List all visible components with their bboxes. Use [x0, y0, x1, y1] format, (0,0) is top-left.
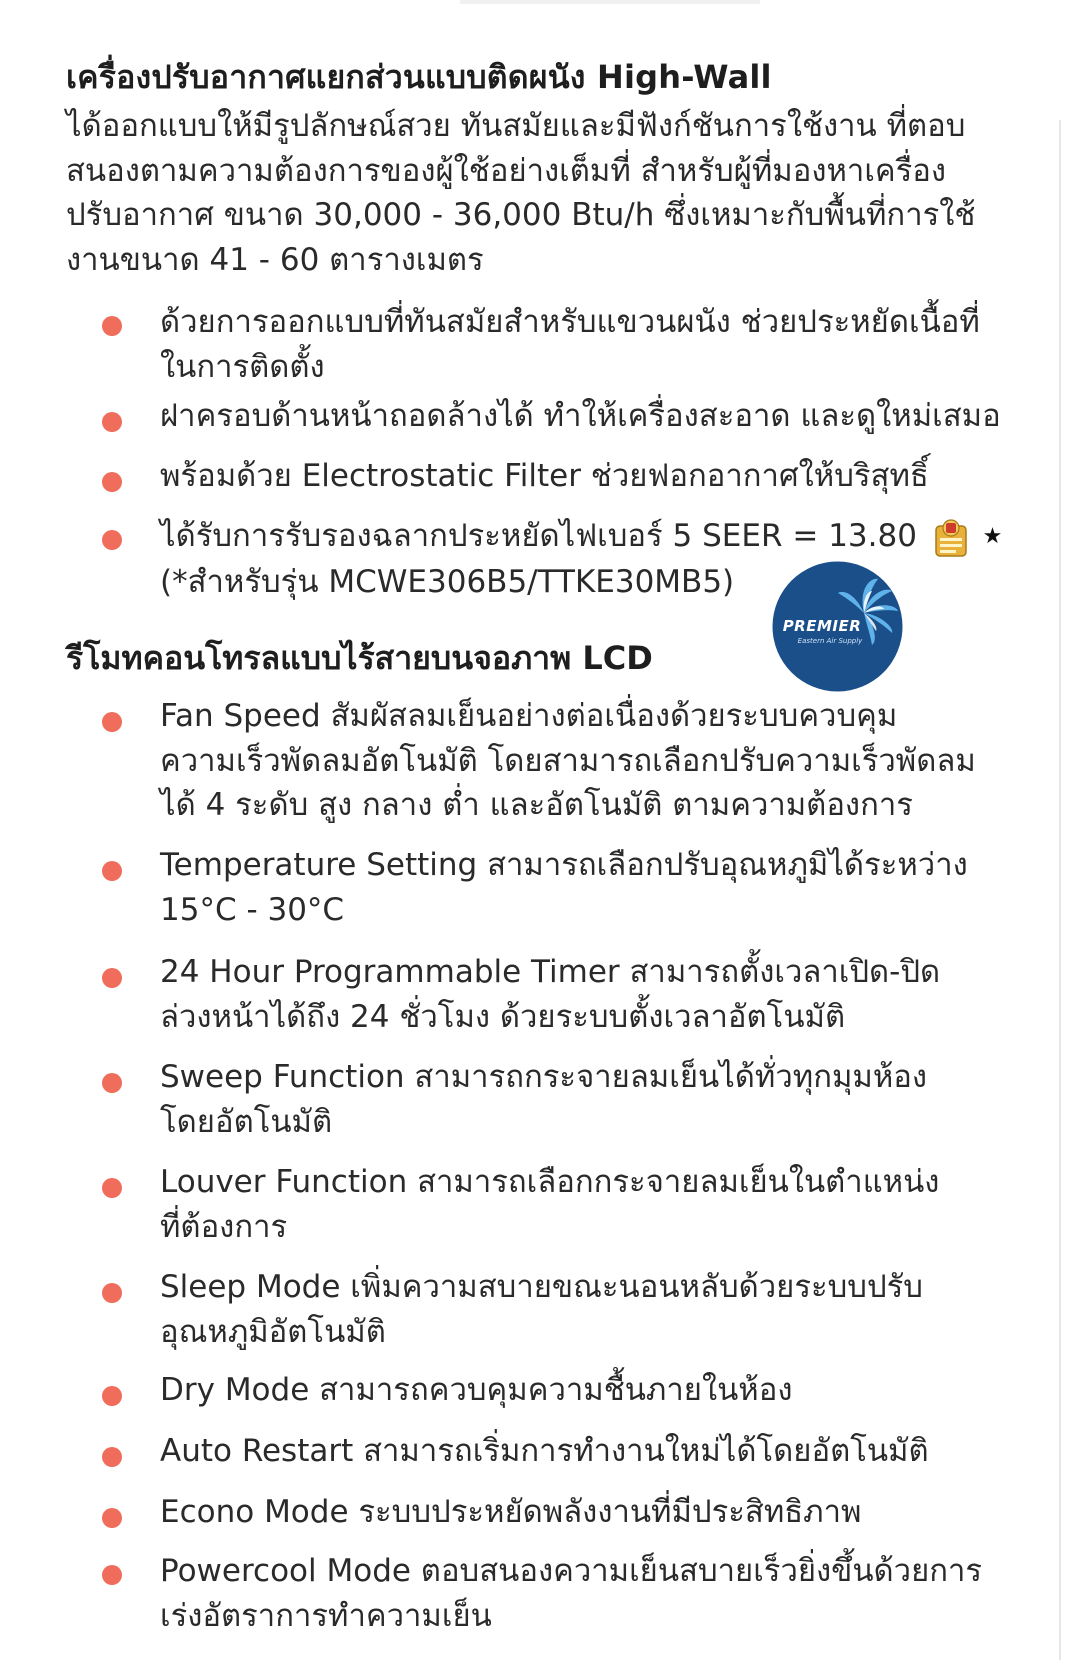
feature-line: ในการติดตั้ง	[160, 348, 325, 385]
bullet-dot	[102, 472, 122, 492]
remote-feature-line: Dry Mode สามารถควบคุมความชื้นภายในห้อง	[160, 1372, 793, 1408]
remote-feature-line: Powercool Mode ตอบสนองความเย็นสบายเร็วยิ่งขึ้นด้วยการ	[160, 1553, 983, 1589]
intro-line: งานขนาด 41 - 60 ตารางเมตร	[66, 241, 484, 278]
remote-feature-line: อุณหภูมิอัตโนมัติ	[160, 1313, 386, 1350]
feature-line: (*สำหรับรุ่น MCWE306B5/TTKE30MB5)	[160, 563, 735, 600]
bullet-dot	[102, 316, 122, 336]
remote-feature-line: ล่วงหน้าได้ถึง 24 ชั่วโมง ด้วยระบบตั้งเวลาอัตโนมัติ	[160, 998, 846, 1035]
remote-feature-line: Econo Mode ระบบประหยัดพลังงานที่มีประสิทธิภาพ	[160, 1494, 862, 1530]
logo-tagline: Eastern Air Supply	[797, 637, 863, 645]
remote-feature-line: Sleep Mode เพิ่มความสบายขณะนอนหลับด้วยระบบปรับ	[160, 1269, 923, 1305]
bullet-dot	[102, 1508, 122, 1528]
premier-logo	[772, 561, 903, 692]
top-divider	[460, 0, 760, 4]
remote-feature-line: เร่งอัตราการทำความเย็น	[160, 1597, 492, 1634]
intro-line: ได้ออกแบบให้มีรูปลักษณ์สวย ทันสมัยและมีฟังก์ชันการใช้งาน ที่ตอบ	[66, 108, 966, 144]
bullet-dot	[102, 530, 122, 550]
intro-line: ปรับอากาศ ขนาด 30,000 - 36,000 Btu/h ซึ่งเหมาะกับพื้นที่การใช้	[66, 197, 976, 233]
bullet-dot	[102, 1283, 122, 1303]
remote-feature-line: ได้ 4 ระดับ สูง กลาง ต่ำ และอัตโนมัติ ตามความต้องการ	[160, 787, 913, 823]
bullet-dot	[102, 1178, 122, 1198]
bullet-dot	[102, 1447, 122, 1467]
right-edge-rule	[1059, 120, 1061, 1660]
remote-feature-line: โดยอัตโนมัติ	[160, 1103, 333, 1140]
star-icon: ★	[982, 524, 1003, 550]
bullet-dot	[102, 1386, 122, 1406]
energy-label-seal-icon	[933, 518, 969, 558]
feature-line: ฝาครอบด้านหน้าถอดล้างได้ ทำให้เครื่องสะอาด และดูใหม่เสมอ	[160, 398, 1001, 434]
heading-remote: รีโมทคอนโทรลแบบไร้สายบนจอภาพ LCD	[66, 639, 653, 677]
bullet-dot	[102, 968, 122, 988]
remote-feature-line: Temperature Setting สามารถเลือกปรับอุณหภูมิได้ระหว่าง	[160, 847, 968, 883]
remote-feature-line: 24 Hour Programmable Timer สามารถตั้งเวลาเปิด-ปิด	[160, 954, 941, 990]
intro-line: สนองตามความต้องการของผู้ใช้อย่างเต็มที่ สำหรับผู้ที่มองหาเครื่อง	[66, 152, 947, 189]
feature-line: พร้อมด้วย Electrostatic Filter ช่วยฟอกอากาศให้บริสุทธิ์	[160, 458, 929, 494]
remote-feature-line: Auto Restart สามารถเริ่มการทำงานใหม่ได้โดยอัตโนมัติ	[160, 1433, 929, 1469]
bullet-dot	[102, 712, 122, 732]
remote-feature-line: ความเร็วพัดลมอัตโนมัติ โดยสามารถเลือกปรับความเร็วพัดลม	[160, 742, 976, 779]
bullet-dot	[102, 412, 122, 432]
intro-paragraph	[66, 104, 1026, 282]
bullet-dot	[102, 861, 122, 881]
remote-feature-line: Fan Speed สัมผัสลมเย็นอย่างต่อเนื่องด้วยระบบควบคุม	[160, 698, 898, 734]
remote-feature-line: ที่ต้องการ	[160, 1208, 288, 1245]
logo-brand: PREMIER	[782, 617, 862, 635]
remote-feature-line: 15°C - 30°C	[160, 891, 345, 928]
remote-feature-line: Sweep Function สามารถกระจายลมเย็นได้ทั่วทุกมุมห้อง	[160, 1059, 928, 1095]
bullet-dot	[102, 1565, 122, 1585]
remote-feature-line: Louver Function สามารถเลือกกระจายลมเย็นในตำแหน่ง	[160, 1164, 940, 1200]
feature-line: ด้วยการออกแบบที่ทันสมัยสำหรับแขวนผนัง ช่วยประหยัดเนื้อที่	[160, 304, 980, 340]
heading-highwall: เครื่องปรับอากาศแยกส่วนแบบติดผนัง High-Wall	[66, 58, 772, 96]
feature-line: ได้รับการรับรองฉลากประหยัดไฟเบอร์ 5 SEER = 13.80	[160, 518, 917, 554]
bullet-dot	[102, 1073, 122, 1093]
